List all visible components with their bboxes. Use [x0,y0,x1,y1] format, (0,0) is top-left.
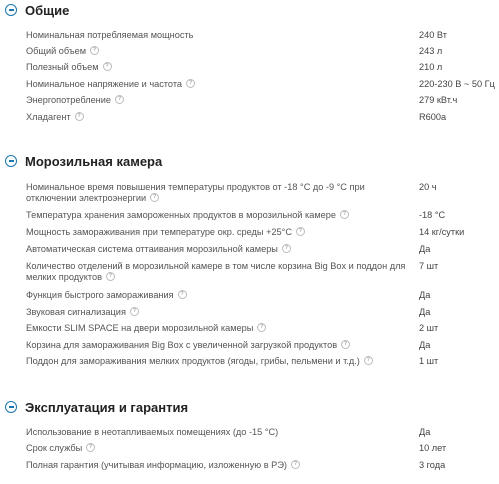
section-header[interactable] [0,0,69,20]
spec-label-text: Емкости SLIM SPACE на двери морозильной камеры [26,323,254,333]
spec-label [26,210,411,221]
spec-label [26,261,411,283]
spec-value: 279 кВт.ч [419,95,458,105]
spec-label-text: Мощность замораживания при температуре окр. среды +25°С [26,227,292,237]
spec-label-text: Полезный объем [26,62,99,72]
info-icon[interactable]: ? [86,443,95,452]
spec-value: -18 °С [419,210,446,220]
spec-label-text: Звуковая сигнализация [26,307,126,317]
spec-label-text: Количество отделений в морозильной камере в том числе корзина Big Box и поддон для мелких продуктов [26,261,406,282]
spec-value: 240 Вт [419,30,447,40]
collapse-minus-icon[interactable] [5,155,17,167]
info-icon[interactable]: ? [90,46,99,55]
spec-value: 210 л [419,62,443,72]
spec-label-text: Функция быстрого замораживания [26,290,174,300]
collapse-minus-icon[interactable] [5,401,17,413]
spec-label-text: Общий объем [26,46,87,56]
spec-value: Да [419,427,431,437]
section-header[interactable] [0,151,162,171]
spec-label-text: Поддон для замораживания мелких продуктов (ягоды, грибы, пельмени и т.д.) [26,356,360,366]
spec-label [26,112,411,123]
info-icon[interactable]: ? [291,460,300,469]
section-title: Общие [25,2,70,18]
spec-value: 10 лет [419,443,447,453]
spec-label-text: Номинальное время повышения температуры продуктов от -18 °С до -9 °С при отключении электроэнергии [26,182,365,203]
spec-label [26,460,411,471]
spec-label [26,307,411,318]
info-icon[interactable]: ? [282,244,291,253]
spec-label [26,182,411,204]
spec-value: 220-230 В ~ 50 Гц [419,79,495,89]
spec-label-text: Использование в неотапливаемых помещениях (до -15 °С) [26,427,279,437]
spec-label-text: Полная гарантия (учитывая информацию, изложенную в РЭ) [26,460,287,470]
spec-label [26,244,411,255]
spec-label [26,30,411,41]
spec-label-text: Автоматическая система оттаивания морозильной камеры [26,244,278,254]
spec-value: 3 года [419,460,446,470]
spec-value: 2 шт [419,323,439,333]
spec-value: Да [419,244,431,254]
spec-label [26,427,411,438]
info-icon[interactable]: ? [115,95,124,104]
info-icon[interactable]: ? [257,323,266,332]
spec-label [26,46,411,57]
info-icon[interactable]: ? [296,227,305,236]
spec-label-text: Номинальное напряжение и частота [26,79,183,89]
spec-value: 1 шт [419,356,439,366]
spec-label [26,227,411,238]
info-icon[interactable]: ? [178,290,187,299]
info-icon[interactable]: ? [130,307,139,316]
section-header[interactable] [0,397,188,417]
spec-label [26,340,411,351]
spec-value: Да [419,340,431,350]
spec-value: 14 кг/сутки [419,227,465,237]
info-icon[interactable]: ? [364,356,373,365]
spec-value: Да [419,307,431,317]
info-icon[interactable]: ? [340,210,349,219]
spec-label [26,323,411,334]
spec-label [26,62,411,73]
spec-label [26,356,411,367]
section-title: Морозильная камера [25,153,163,169]
spec-label [26,443,411,454]
spec-value: 20 ч [419,182,437,192]
info-icon[interactable]: ? [106,272,115,281]
spec-label-text: Корзина для замораживания Big Box с увеличенной загрузкой продуктов [26,340,338,350]
spec-label [26,95,411,106]
spec-label [26,290,411,301]
spec-value: R600a [419,112,447,122]
spec-label-text: Температура хранения замороженных продуктов в морозильной камере [26,210,336,220]
collapse-minus-icon[interactable] [5,4,17,16]
section-title: Эксплуатация и гарантия [25,399,189,415]
spec-label-text: Энергопотребление [26,95,111,105]
info-icon[interactable]: ? [75,112,84,121]
info-icon[interactable]: ? [103,62,112,71]
info-icon[interactable]: ? [341,340,350,349]
spec-value: Да [419,290,431,300]
spec-label-text: Номинальная потребляемая мощность [26,30,194,40]
spec-value: 7 шт [419,261,439,271]
info-icon[interactable]: ? [186,79,195,88]
spec-value: 243 л [419,46,443,56]
info-icon[interactable]: ? [150,193,159,202]
spec-label [26,79,411,90]
spec-label-text: Хладагент [26,112,71,122]
spec-label-text: Срок службы [26,443,83,453]
